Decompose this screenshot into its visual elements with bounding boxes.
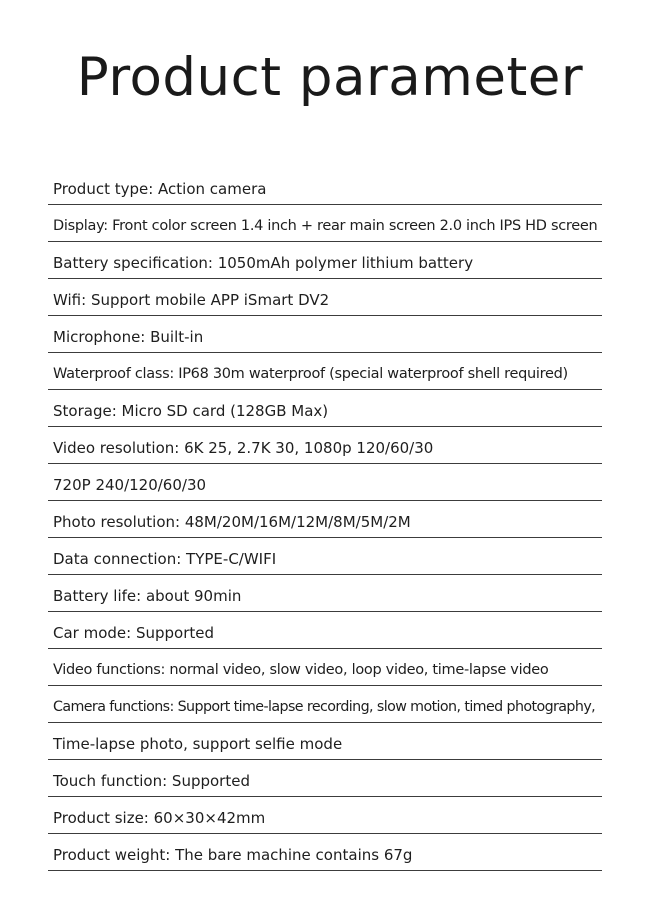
spec-row-video-resolution: Video resolution: 6K 25, 2.7K 30, 1080p 120/60/30 xyxy=(48,427,602,464)
spec-row-car-mode: Car mode: Supported xyxy=(48,612,602,649)
spec-row-photo-resolution: Photo resolution: 48M/20M/16M/12M/8M/5M/2M xyxy=(48,501,602,538)
spec-row-video-functions: Video functions: normal video, slow video, loop video, time-lapse video xyxy=(48,649,602,686)
spec-row-microphone: Microphone: Built-in xyxy=(48,316,602,353)
spec-row-storage: Storage: Micro SD card (128GB Max) xyxy=(48,390,602,427)
spec-row-data-connection: Data connection: TYPE-C/WIFI xyxy=(48,538,602,575)
spec-row-battery-life: Battery life: about 90min xyxy=(48,575,602,612)
spec-row-battery-spec: Battery specification: 1050mAh polymer lithium battery xyxy=(48,242,602,279)
page-title: Product parameter xyxy=(76,47,584,108)
spec-row-camera-functions: Camera functions: Support time-lapse recording, slow motion, timed photography, xyxy=(48,686,602,723)
spec-row-product-type: Product type: Action camera xyxy=(48,168,602,205)
spec-row-product-weight: Product weight: The bare machine contains 67g xyxy=(48,834,602,871)
spec-row-product-size: Product size: 60×30×42mm xyxy=(48,797,602,834)
spec-row-camera-functions-cont: Time-lapse photo, support selfie mode xyxy=(48,723,602,760)
spec-row-touch-function: Touch function: Supported xyxy=(48,760,602,797)
spec-row-720p: 720P 240/120/60/30 xyxy=(48,464,602,501)
spec-row-display: Display: Front color screen 1.4 inch + rear main screen 2.0 inch IPS HD screen xyxy=(48,205,602,242)
spec-row-wifi: Wifi: Support mobile APP iSmart DV2 xyxy=(48,279,602,316)
spec-list xyxy=(48,168,602,871)
spec-row-waterproof: Waterproof class: IP68 30m waterproof (special waterproof shell required) xyxy=(48,353,602,390)
